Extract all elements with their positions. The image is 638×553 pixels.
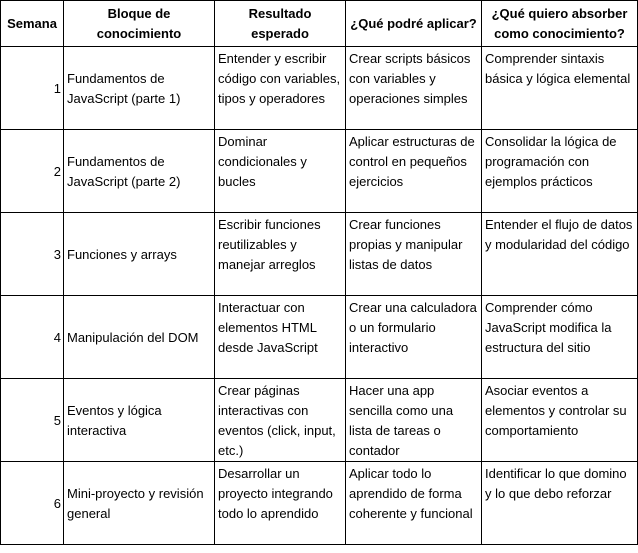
apply-cell: Aplicar estructuras de control en pequeños ejercicios — [346, 130, 482, 213]
result-cell: Desarrollar un proyecto integrando todo lo aprendido — [215, 462, 346, 545]
absorb-cell: Comprender cómo JavaScript modifica la estructura del sitio — [482, 296, 638, 379]
header-week: Semana — [1, 1, 64, 47]
result-cell: Entender y escribir código con variables, tipos y operadores — [215, 47, 346, 130]
apply-cell: Hacer una app sencilla como una lista de tareas o contador — [346, 379, 482, 462]
block-cell: Funciones y arrays — [64, 213, 215, 296]
table-row — [1, 130, 638, 213]
block-cell: Fundamentos de JavaScript (parte 2) — [64, 130, 215, 213]
table-row — [1, 296, 638, 379]
apply-cell: Crear scripts básicos con variables y operaciones simples — [346, 47, 482, 130]
result-cell: Escribir funciones reutilizables y manejar arreglos — [215, 213, 346, 296]
week-cell: 3 — [1, 213, 64, 296]
week-cell: 2 — [1, 130, 64, 213]
week-cell: 4 — [1, 296, 64, 379]
block-cell: Manipulación del DOM — [64, 296, 215, 379]
absorb-cell: Entender el flujo de datos y modularidad del código — [482, 213, 638, 296]
table-row — [1, 379, 638, 462]
header-apply: ¿Qué podré aplicar? — [346, 1, 482, 47]
block-cell: Eventos y lógica interactiva — [64, 379, 215, 462]
absorb-cell: Comprender sintaxis básica y lógica elemental — [482, 47, 638, 130]
week-cell: 6 — [1, 462, 64, 545]
header-absorb: ¿Qué quiero absorber como conocimiento? — [482, 1, 638, 47]
block-cell: Fundamentos de JavaScript (parte 1) — [64, 47, 215, 130]
header-block: Bloque de conocimiento — [64, 1, 215, 47]
week-cell: 1 — [1, 47, 64, 130]
apply-cell: Crear una calculadora o un formulario interactivo — [346, 296, 482, 379]
result-cell: Crear páginas interactivas con eventos (click, input, etc.) — [215, 379, 346, 462]
result-cell: Interactuar con elementos HTML desde JavaScript — [215, 296, 346, 379]
table-row — [1, 213, 638, 296]
week-cell: 5 — [1, 379, 64, 462]
header-result: Resultado esperado — [215, 1, 346, 47]
header-row — [1, 1, 638, 47]
block-cell: Mini-proyecto y revisión general — [64, 462, 215, 545]
absorb-cell: Consolidar la lógica de programación con ejemplos prácticos — [482, 130, 638, 213]
absorb-cell: Asociar eventos a elementos y controlar su comportamiento — [482, 379, 638, 462]
absorb-cell: Identificar lo que domino y lo que debo reforzar — [482, 462, 638, 545]
table-row — [1, 462, 638, 545]
table-row — [1, 47, 638, 130]
apply-cell: Aplicar todo lo aprendido de forma coherente y funcional — [346, 462, 482, 545]
apply-cell: Crear funciones propias y manipular listas de datos — [346, 213, 482, 296]
result-cell: Dominar condicionales y bucles — [215, 130, 346, 213]
